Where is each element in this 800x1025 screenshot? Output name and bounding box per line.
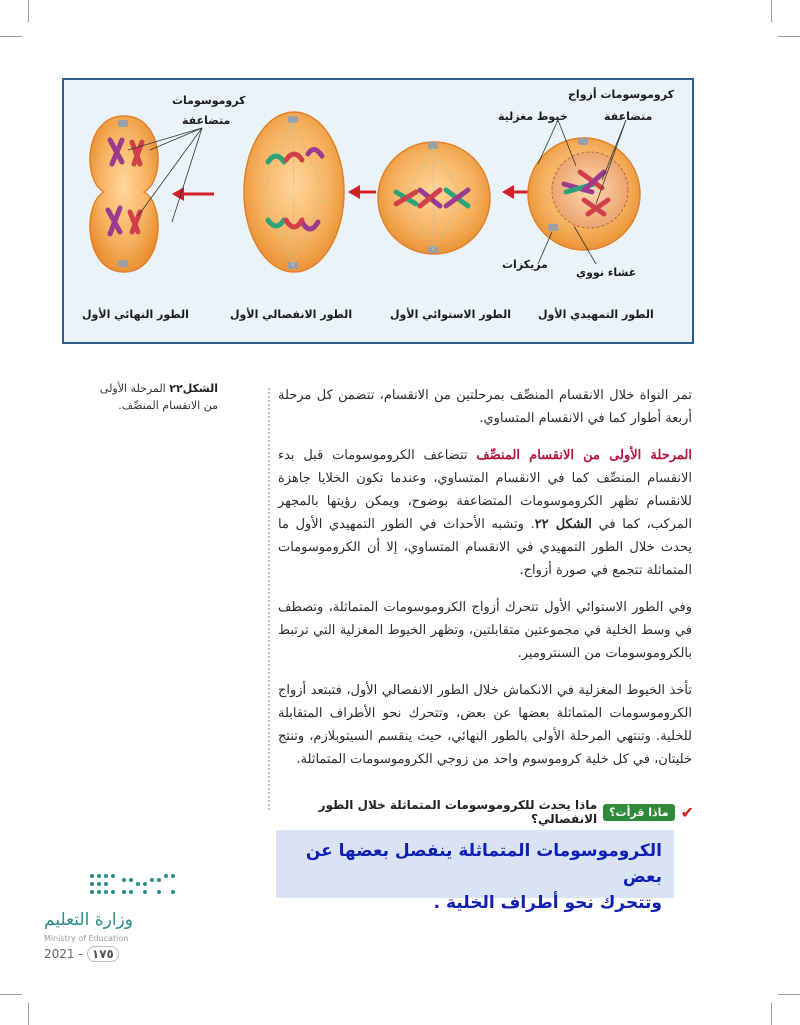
figure-reference-link[interactable]: الشكل ٢٢ bbox=[534, 517, 592, 532]
arrow-icon bbox=[348, 185, 360, 199]
stage-label-anaphase-i: الطور الانفصالي الأول bbox=[230, 308, 353, 321]
crop-mark bbox=[28, 1003, 29, 1025]
reading-check-badge: ماذا قرأت؟ bbox=[603, 804, 674, 821]
label-nuclear-envelope bbox=[576, 266, 636, 279]
cell-anaphase-i bbox=[244, 112, 344, 272]
arrow-icon bbox=[502, 185, 514, 199]
answer-line: الكروموسومات المتماثلة ينفصل بعضها عن بعض bbox=[305, 841, 662, 887]
crop-mark bbox=[28, 0, 29, 22]
label-duplicated bbox=[182, 114, 230, 127]
crop-mark bbox=[0, 994, 22, 995]
label-text: غشاء نووي bbox=[576, 266, 637, 279]
column-divider bbox=[268, 388, 270, 810]
answer-line: وتتحرك نحو أطراف الخلية . bbox=[433, 893, 662, 913]
stage-label-telophase-i: الطور النهائي الأول bbox=[82, 308, 189, 321]
footer: 2021 - ١٧٥ bbox=[44, 946, 119, 962]
cell-telophase-i bbox=[90, 116, 158, 272]
label-text: متضاعفة bbox=[182, 114, 231, 127]
check-mark-icon: ✔ bbox=[680, 802, 694, 822]
label-text: كروموسومات bbox=[172, 94, 246, 107]
crop-mark bbox=[771, 1003, 772, 1025]
crop-mark bbox=[0, 36, 22, 37]
label-duplicated-right bbox=[604, 110, 652, 123]
caption-text: المرحلة الأولى من الانقسام المنصِّف. bbox=[99, 382, 218, 412]
caption-number: الشكل٢٢ bbox=[169, 382, 218, 395]
paragraph-intro: تمر النواة خلال الانقسام المنصِّف بمرحلتين من الانقسام، تتضمن كل مرحلة أربعة أطوار كما في الانقسام المتساوي. bbox=[278, 388, 692, 426]
label-duplicated-chromosomes bbox=[172, 94, 246, 107]
label-text: خيوط مغزلية bbox=[498, 110, 568, 123]
answer-box bbox=[276, 830, 674, 913]
label-chromosome-pairs bbox=[568, 88, 674, 101]
paragraph-metaphase: وفي الطور الاستوائي الأول تتحرك أزواج الكروموسومات المتماثلة، وتصطف في وسط الخلية في مجموعتين متقابلتين، وتظهر الخيوط المغزلية التي ترتبط بالكروموسومات من السنترومير. bbox=[278, 600, 692, 661]
paragraph-meiosis-i bbox=[278, 444, 692, 582]
label-spindle-fibers bbox=[498, 110, 568, 123]
edition-year: 2021 bbox=[44, 947, 75, 961]
crop-mark bbox=[778, 36, 800, 37]
ministry-name-arabic: وزارة التعليم bbox=[44, 910, 133, 930]
paragraph-anaphase: تأخذ الخيوط المغزلية في الانكماش خلال الطور الانفصالي الأول، فتبتعد أزواج الكروموسومات المتماثلة بعضها عن بعض، وتتحرك نحو الأطراف المتقابلة للخلية. وتنتهي المرحلة الأولى بالطور النهائي، حيث ينقسم السيتوبلازم، وتنتج خليتان، في كل خلية كروموسوم واحد من زوجي الكروموسومات المتماثلة. bbox=[278, 683, 692, 767]
ministry-name-english: Ministry of Education bbox=[44, 934, 129, 943]
crop-mark bbox=[778, 994, 800, 995]
ministry-logo-icon bbox=[88, 870, 180, 904]
cell-prophase-i bbox=[528, 138, 640, 250]
crop-mark bbox=[771, 0, 772, 22]
meiosis-figure bbox=[62, 78, 694, 344]
stage-label-metaphase-i: الطور الاستوائي الأول bbox=[390, 308, 512, 321]
meiosis-illustration bbox=[64, 80, 692, 342]
page-number: ١٧٥ bbox=[87, 946, 119, 962]
term-highlight: المرحلة الأولى من الانقسام المنصِّف bbox=[476, 448, 692, 463]
figure-caption bbox=[88, 380, 218, 414]
label-text: كروموسومات أزواج bbox=[568, 88, 674, 101]
paragraph-text: تتضاعف الكروموسومات قبل بدء الانقسام المنصِّف كما في الانقسام المتساوي، وعندما تكون الخلايا جاهزة للانقسام تظهر الكروموسومات المتضاعفة بوضوح، ويمكن رؤيتها بالمجهر المركب، كما في bbox=[278, 448, 693, 532]
label-text: متضاعفة bbox=[604, 110, 653, 123]
label-text: مريكزات bbox=[502, 258, 548, 271]
reading-check-question: ماذا يحدث للكروموسومات المتماثلة خلال الطور الانفصالي؟ bbox=[318, 798, 598, 826]
stage-label-prophase-i: الطور التمهيدي الأول bbox=[538, 308, 654, 321]
label-centrioles bbox=[502, 258, 548, 271]
cell-metaphase-i bbox=[378, 142, 490, 254]
reading-check bbox=[270, 800, 694, 824]
body-text bbox=[278, 384, 692, 785]
paragraph-text: . وتشبه الأحداث في الطور التمهيدي الأول ما يحدث خلال الطور التمهيدي في الانقسام المتساوي، إلا أن الكروموسومات المتماثلة تتجمع في صورة أزواج. bbox=[278, 517, 692, 578]
